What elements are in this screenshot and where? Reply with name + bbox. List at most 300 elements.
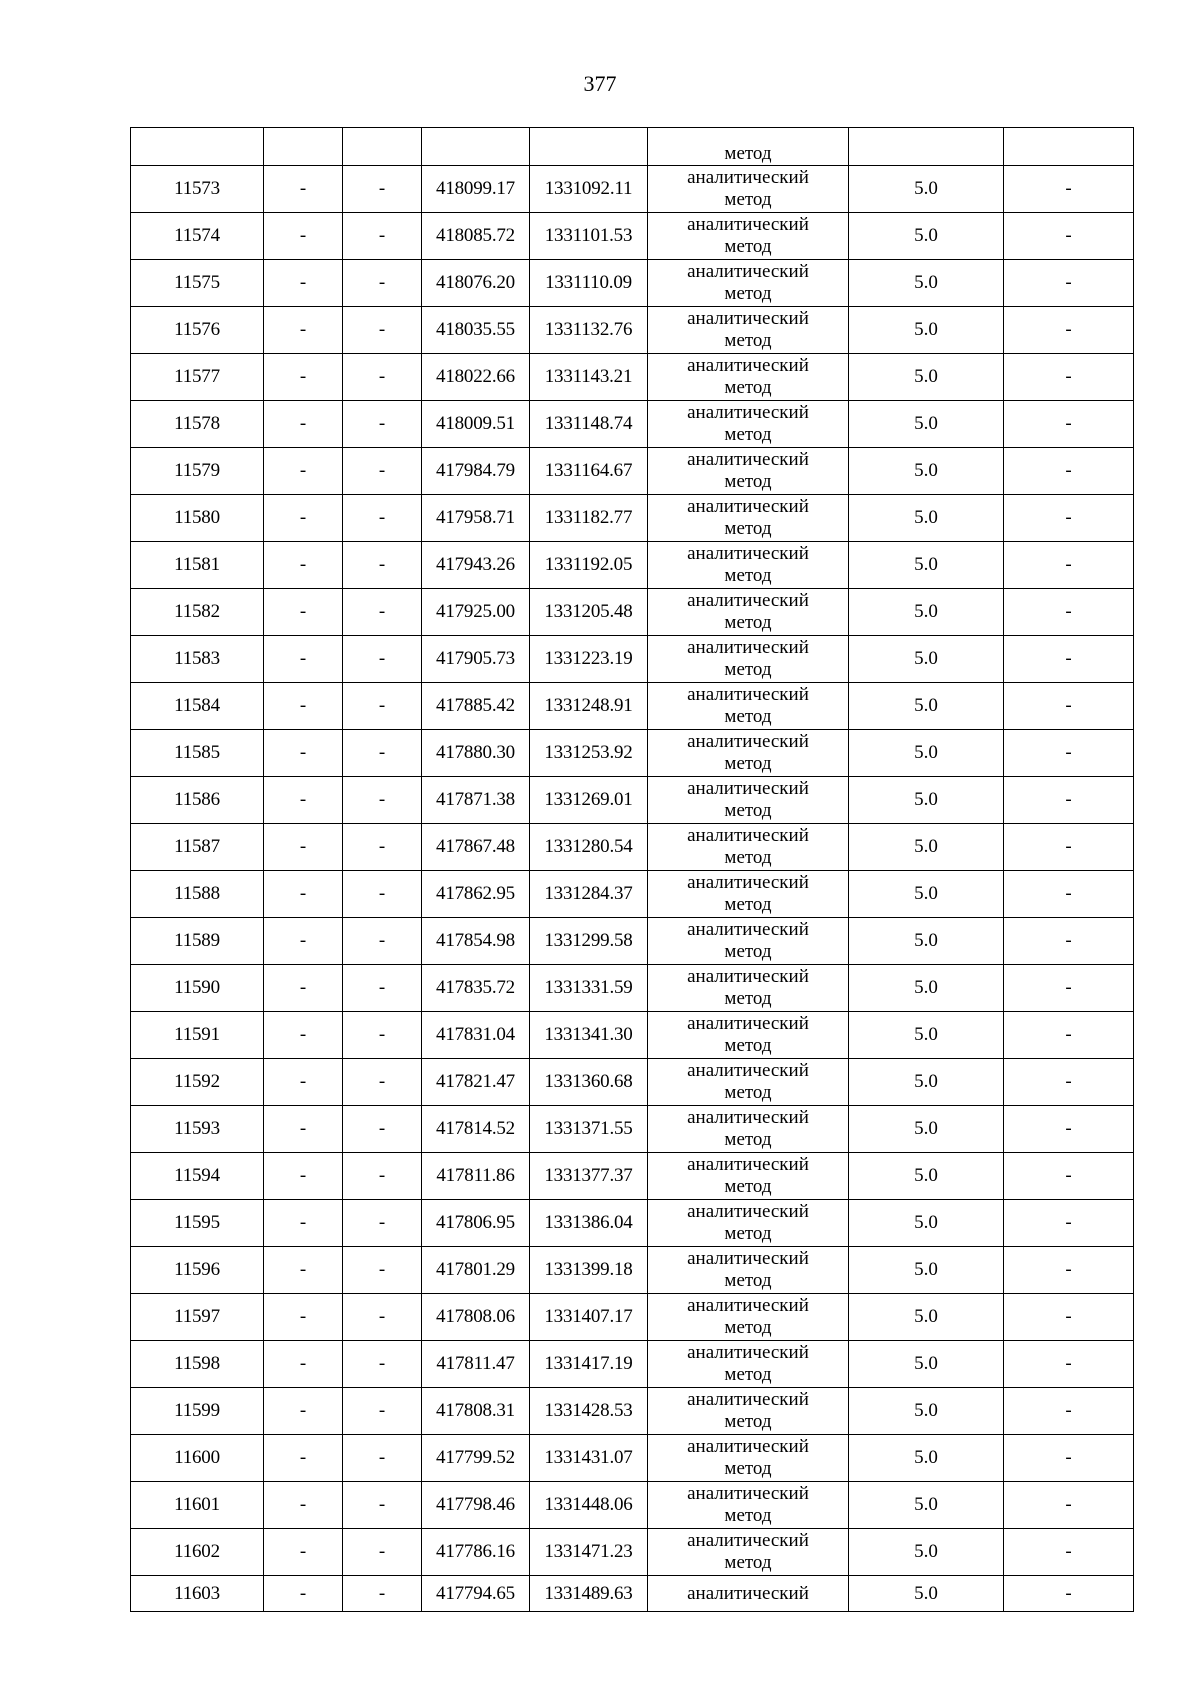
method-cell <box>648 213 849 260</box>
point-number-cell: 11582 <box>131 589 264 636</box>
dash-cell: - <box>343 1435 422 1482</box>
method-line-1: аналитический <box>687 1295 809 1316</box>
accuracy-cell: 5.0 <box>849 401 1004 448</box>
x-coordinate-cell: 417811.86 <box>422 1153 530 1200</box>
accuracy-cell: 5.0 <box>849 1059 1004 1106</box>
method-cell <box>648 1106 849 1153</box>
accuracy-cell: 5.0 <box>849 448 1004 495</box>
y-coordinate-cell: 1331284.37 <box>530 871 648 918</box>
dash-cell: - <box>1004 1388 1134 1435</box>
method-cell <box>648 918 849 965</box>
dash-cell: - <box>343 1153 422 1200</box>
y-coordinate-cell: 1331164.67 <box>530 448 648 495</box>
accuracy-cell: 5.0 <box>849 1482 1004 1529</box>
point-number-cell: 11577 <box>131 354 264 401</box>
dash-cell: - <box>264 307 343 354</box>
dash-cell: - <box>1004 730 1134 777</box>
y-coordinate-cell: 1331110.09 <box>530 260 648 307</box>
dash-cell: - <box>1004 777 1134 824</box>
dash-cell: - <box>1004 448 1134 495</box>
point-number-cell: 11586 <box>131 777 264 824</box>
table-row <box>131 965 1134 1012</box>
y-coordinate-cell: 1331269.01 <box>530 777 648 824</box>
method-cell <box>648 1247 849 1294</box>
method-line-2: метод <box>724 941 772 962</box>
table-row <box>131 213 1134 260</box>
method-line-2: метод <box>724 1552 772 1573</box>
method-cell <box>648 354 849 401</box>
x-coordinate-cell: 417814.52 <box>422 1106 530 1153</box>
x-coordinate-cell: 417821.47 <box>422 1059 530 1106</box>
point-number-cell: 11598 <box>131 1341 264 1388</box>
dash-cell: - <box>264 448 343 495</box>
y-coordinate-cell: 1331148.74 <box>530 401 648 448</box>
dash-cell: - <box>1004 1294 1134 1341</box>
dash-cell: - <box>343 1529 422 1576</box>
accuracy-cell: 5.0 <box>849 824 1004 871</box>
dash-cell: - <box>343 589 422 636</box>
point-number-cell: 11592 <box>131 1059 264 1106</box>
point-number-cell: 11576 <box>131 307 264 354</box>
table-cell <box>530 128 648 166</box>
accuracy-cell: 5.0 <box>849 871 1004 918</box>
method-line-1: аналитический <box>687 1107 809 1128</box>
dash-cell: - <box>264 1153 343 1200</box>
dash-cell: - <box>343 495 422 542</box>
accuracy-cell: 5.0 <box>849 1388 1004 1435</box>
point-number-cell: 11595 <box>131 1200 264 1247</box>
dash-cell: - <box>264 495 343 542</box>
dash-cell: - <box>343 777 422 824</box>
x-coordinate-cell: 417905.73 <box>422 636 530 683</box>
table-row <box>131 307 1134 354</box>
y-coordinate-cell: 1331101.53 <box>530 213 648 260</box>
table-row <box>131 354 1134 401</box>
point-number-cell: 11596 <box>131 1247 264 1294</box>
y-coordinate-cell: 1331132.76 <box>530 307 648 354</box>
method-line-2: метод <box>724 800 772 821</box>
table-row <box>131 1200 1134 1247</box>
method-cell: метод <box>648 128 849 166</box>
x-coordinate-cell: 417794.65 <box>422 1576 530 1612</box>
table-row <box>131 636 1134 683</box>
method-line-1: аналитический <box>687 261 809 282</box>
table-cell <box>849 128 1004 166</box>
method-line-1: аналитический <box>687 590 809 611</box>
method-line-2: метод <box>724 1317 772 1338</box>
method-line-1: аналитический <box>687 1389 809 1410</box>
method-line-1: аналитический <box>687 684 809 705</box>
dash-cell: - <box>1004 1059 1134 1106</box>
dash-cell: - <box>343 636 422 683</box>
method-line-1: аналитический <box>687 966 809 987</box>
method-line-1: аналитический <box>687 1201 809 1222</box>
table-cell <box>264 128 343 166</box>
dash-cell: - <box>343 213 422 260</box>
y-coordinate-cell: 1331331.59 <box>530 965 648 1012</box>
x-coordinate-cell: 417943.26 <box>422 542 530 589</box>
point-number-cell: 11583 <box>131 636 264 683</box>
accuracy-cell: 5.0 <box>849 307 1004 354</box>
method-cell <box>648 260 849 307</box>
dash-cell: - <box>1004 1482 1134 1529</box>
method-line-1: аналитический <box>687 1013 809 1034</box>
y-coordinate-cell: 1331092.11 <box>530 166 648 213</box>
table-cell <box>1004 128 1134 166</box>
dash-cell: - <box>264 213 343 260</box>
table-row <box>131 1153 1134 1200</box>
dash-cell: - <box>343 918 422 965</box>
method-line-1: аналитический <box>687 1483 809 1504</box>
table-cell <box>422 128 530 166</box>
x-coordinate-cell: 417885.42 <box>422 683 530 730</box>
dash-cell: - <box>343 1576 422 1612</box>
x-coordinate-cell: 417798.46 <box>422 1482 530 1529</box>
method-line-2: метод <box>724 424 772 445</box>
method-line-2: метод <box>724 706 772 727</box>
method-line-2: метод <box>724 377 772 398</box>
dash-cell: - <box>1004 871 1134 918</box>
y-coordinate-cell: 1331448.06 <box>530 1482 648 1529</box>
table-row <box>131 1106 1134 1153</box>
accuracy-cell: 5.0 <box>849 1435 1004 1482</box>
dash-cell: - <box>343 1106 422 1153</box>
method-line-2: метод <box>724 1364 772 1385</box>
method-cell <box>648 166 849 213</box>
accuracy-cell: 5.0 <box>849 213 1004 260</box>
method-line-2: метод <box>724 1505 772 1526</box>
method-line-2: метод <box>724 1411 772 1432</box>
method-line-2: метод <box>724 1176 772 1197</box>
method-line-2: метод <box>724 988 772 1009</box>
dash-cell: - <box>264 354 343 401</box>
dash-cell: - <box>1004 542 1134 589</box>
x-coordinate-cell: 418009.51 <box>422 401 530 448</box>
method-line-1: аналитический <box>687 1436 809 1457</box>
dash-cell: - <box>264 636 343 683</box>
method-line-2: метод <box>724 894 772 915</box>
x-coordinate-cell: 417880.30 <box>422 730 530 777</box>
dash-cell: - <box>264 965 343 1012</box>
method-cell <box>648 589 849 636</box>
dash-cell: - <box>1004 636 1134 683</box>
method-line-1: аналитический <box>687 872 809 893</box>
dash-cell: - <box>343 965 422 1012</box>
point-number-cell: 11580 <box>131 495 264 542</box>
method-line-1: аналитический <box>687 355 809 376</box>
dash-cell: - <box>1004 1153 1134 1200</box>
coordinates-table <box>130 127 1134 1612</box>
dash-cell: - <box>1004 1341 1134 1388</box>
dash-cell: - <box>264 1529 343 1576</box>
table-row <box>131 1294 1134 1341</box>
method-cell <box>648 1200 849 1247</box>
dash-cell: - <box>343 401 422 448</box>
accuracy-cell: 5.0 <box>849 495 1004 542</box>
method-line-1: аналитический <box>687 1248 809 1269</box>
method-cell <box>648 1153 849 1200</box>
y-coordinate-cell: 1331253.92 <box>530 730 648 777</box>
table-row <box>131 589 1134 636</box>
method-line-1: аналитический <box>687 308 809 329</box>
continuation-row <box>131 128 1134 166</box>
method-cell <box>648 1012 849 1059</box>
accuracy-cell: 5.0 <box>849 777 1004 824</box>
point-number-cell: 11599 <box>131 1388 264 1435</box>
dash-cell: - <box>1004 1576 1134 1612</box>
dash-cell: - <box>343 1059 422 1106</box>
dash-cell: - <box>343 448 422 495</box>
method-line-2: метод <box>724 189 772 210</box>
y-coordinate-cell: 1331341.30 <box>530 1012 648 1059</box>
dash-cell: - <box>343 1012 422 1059</box>
page-number: 377 <box>583 71 617 96</box>
point-number-cell: 11573 <box>131 166 264 213</box>
x-coordinate-cell: 418085.72 <box>422 213 530 260</box>
table-row <box>131 1482 1134 1529</box>
method-cell <box>648 1341 849 1388</box>
x-coordinate-cell: 417925.00 <box>422 589 530 636</box>
method-line-1: аналитический <box>687 402 809 423</box>
point-number-cell: 11603 <box>131 1576 264 1612</box>
dash-cell: - <box>1004 965 1134 1012</box>
method-cell <box>648 1059 849 1106</box>
dash-cell: - <box>264 589 343 636</box>
y-coordinate-cell: 1331205.48 <box>530 589 648 636</box>
method-cell <box>648 495 849 542</box>
method-line-1: аналитический <box>687 1060 809 1081</box>
dash-cell: - <box>1004 213 1134 260</box>
method-line-2: метод <box>724 518 772 539</box>
dash-cell: - <box>1004 307 1134 354</box>
method-line-2: метод <box>724 283 772 304</box>
point-number-cell: 11575 <box>131 260 264 307</box>
point-number-cell: 11585 <box>131 730 264 777</box>
dash-cell: - <box>264 1059 343 1106</box>
dash-cell: - <box>343 354 422 401</box>
table-cell <box>131 128 264 166</box>
point-number-cell: 11600 <box>131 1435 264 1482</box>
table-row <box>131 1435 1134 1482</box>
x-coordinate-cell: 418022.66 <box>422 354 530 401</box>
method-line-2: метод <box>724 659 772 680</box>
dash-cell: - <box>1004 1012 1134 1059</box>
x-coordinate-cell: 417801.29 <box>422 1247 530 1294</box>
x-coordinate-cell: 417854.98 <box>422 918 530 965</box>
method-cell <box>648 1435 849 1482</box>
dash-cell: - <box>343 166 422 213</box>
accuracy-cell: 5.0 <box>849 1106 1004 1153</box>
accuracy-cell: 5.0 <box>849 1012 1004 1059</box>
dash-cell: - <box>343 1294 422 1341</box>
accuracy-cell: 5.0 <box>849 1529 1004 1576</box>
table-row <box>131 166 1134 213</box>
dash-cell: - <box>343 683 422 730</box>
dash-cell: - <box>1004 166 1134 213</box>
method-line-2: метод <box>724 847 772 868</box>
point-number-cell: 11578 <box>131 401 264 448</box>
method-line-2: метод <box>724 1458 772 1479</box>
table-body <box>131 128 1134 1612</box>
method-cell <box>648 307 849 354</box>
dash-cell: - <box>264 1388 343 1435</box>
dash-cell: - <box>1004 260 1134 307</box>
method-line-1: аналитический <box>687 778 809 799</box>
dash-cell: - <box>1004 589 1134 636</box>
x-coordinate-cell: 418035.55 <box>422 307 530 354</box>
dash-cell: - <box>264 1106 343 1153</box>
table-row <box>131 542 1134 589</box>
dash-cell: - <box>264 401 343 448</box>
dash-cell: - <box>343 542 422 589</box>
table-row <box>131 777 1134 824</box>
table-row <box>131 918 1134 965</box>
x-coordinate-cell: 417811.47 <box>422 1341 530 1388</box>
dash-cell: - <box>343 730 422 777</box>
dash-cell: - <box>1004 1435 1134 1482</box>
method-line-2: метод <box>724 1035 772 1056</box>
table-row <box>131 1576 1134 1612</box>
method-cell: аналитический <box>648 1576 849 1612</box>
method-line-2: метод <box>724 753 772 774</box>
accuracy-cell: 5.0 <box>849 542 1004 589</box>
method-line-2: метод <box>724 1129 772 1150</box>
point-number-cell: 11594 <box>131 1153 264 1200</box>
x-coordinate-cell: 417808.31 <box>422 1388 530 1435</box>
method-line-2: метод <box>724 471 772 492</box>
accuracy-cell: 5.0 <box>849 730 1004 777</box>
accuracy-cell: 5.0 <box>849 683 1004 730</box>
method-line-2: метод <box>724 236 772 257</box>
table-row <box>131 730 1134 777</box>
table-row <box>131 260 1134 307</box>
x-coordinate-cell: 417862.95 <box>422 871 530 918</box>
x-coordinate-cell: 417799.52 <box>422 1435 530 1482</box>
point-number-cell: 11597 <box>131 1294 264 1341</box>
y-coordinate-cell: 1331428.53 <box>530 1388 648 1435</box>
point-number-cell: 11590 <box>131 965 264 1012</box>
method-cell <box>648 448 849 495</box>
method-cell <box>648 636 849 683</box>
dash-cell: - <box>264 1576 343 1612</box>
dash-cell: - <box>1004 824 1134 871</box>
y-coordinate-cell: 1331192.05 <box>530 542 648 589</box>
point-number-cell: 11588 <box>131 871 264 918</box>
method-line-2: метод <box>724 612 772 633</box>
table-row <box>131 1388 1134 1435</box>
method-line-2: метод <box>724 565 772 586</box>
accuracy-cell: 5.0 <box>849 354 1004 401</box>
point-number-cell: 11579 <box>131 448 264 495</box>
dash-cell: - <box>1004 354 1134 401</box>
method-line-2: метод <box>724 1082 772 1103</box>
table-row <box>131 1529 1134 1576</box>
method-cell <box>648 1388 849 1435</box>
dash-cell: - <box>264 260 343 307</box>
x-coordinate-cell: 417806.95 <box>422 1200 530 1247</box>
method-cell <box>648 542 849 589</box>
dash-cell: - <box>343 1388 422 1435</box>
dash-cell: - <box>1004 401 1134 448</box>
dash-cell: - <box>264 1200 343 1247</box>
table-row <box>131 448 1134 495</box>
method-cell <box>648 871 849 918</box>
accuracy-cell: 5.0 <box>849 1341 1004 1388</box>
accuracy-cell: 5.0 <box>849 636 1004 683</box>
table-row <box>131 683 1134 730</box>
y-coordinate-cell: 1331377.37 <box>530 1153 648 1200</box>
method-line-1: аналитический <box>687 214 809 235</box>
method-line-1: аналитический <box>687 637 809 658</box>
accuracy-cell: 5.0 <box>849 1247 1004 1294</box>
method-line-1: аналитический <box>687 1154 809 1175</box>
dash-cell: - <box>1004 918 1134 965</box>
y-coordinate-cell: 1331489.63 <box>530 1576 648 1612</box>
accuracy-cell: 5.0 <box>849 260 1004 307</box>
y-coordinate-cell: 1331280.54 <box>530 824 648 871</box>
x-coordinate-cell: 417786.16 <box>422 1529 530 1576</box>
x-coordinate-cell: 417835.72 <box>422 965 530 1012</box>
method-line-1: аналитический <box>687 543 809 564</box>
accuracy-cell: 5.0 <box>849 1294 1004 1341</box>
x-coordinate-cell: 417958.71 <box>422 495 530 542</box>
point-number-cell: 11591 <box>131 1012 264 1059</box>
method-cell <box>648 965 849 1012</box>
x-coordinate-cell: 417871.38 <box>422 777 530 824</box>
method-line-1: аналитический <box>687 731 809 752</box>
dash-cell: - <box>264 871 343 918</box>
y-coordinate-cell: 1331223.19 <box>530 636 648 683</box>
y-coordinate-cell: 1331407.17 <box>530 1294 648 1341</box>
dash-cell: - <box>343 1482 422 1529</box>
point-number-cell: 11581 <box>131 542 264 589</box>
table-row <box>131 1247 1134 1294</box>
point-number-cell: 11584 <box>131 683 264 730</box>
dash-cell: - <box>264 730 343 777</box>
method-cell <box>648 824 849 871</box>
y-coordinate-cell: 1331371.55 <box>530 1106 648 1153</box>
y-coordinate-cell: 1331386.04 <box>530 1200 648 1247</box>
method-cell <box>648 1294 849 1341</box>
method-cell <box>648 401 849 448</box>
method-line-1: аналитический <box>687 167 809 188</box>
x-coordinate-cell: 417867.48 <box>422 824 530 871</box>
accuracy-cell: 5.0 <box>849 1200 1004 1247</box>
dash-cell: - <box>343 871 422 918</box>
method-line-1: аналитический <box>687 1530 809 1551</box>
method-line-2: метод <box>724 330 772 351</box>
dash-cell: - <box>343 260 422 307</box>
accuracy-cell: 5.0 <box>849 918 1004 965</box>
dash-cell: - <box>343 1247 422 1294</box>
y-coordinate-cell: 1331248.91 <box>530 683 648 730</box>
y-coordinate-cell: 1331471.23 <box>530 1529 648 1576</box>
y-coordinate-cell: 1331299.58 <box>530 918 648 965</box>
method-line-2: метод <box>724 1223 772 1244</box>
dash-cell: - <box>264 1435 343 1482</box>
y-coordinate-cell: 1331399.18 <box>530 1247 648 1294</box>
x-coordinate-cell: 418076.20 <box>422 260 530 307</box>
table-row <box>131 1059 1134 1106</box>
x-coordinate-cell: 417808.06 <box>422 1294 530 1341</box>
method-cell <box>648 1482 849 1529</box>
table-row <box>131 495 1134 542</box>
dash-cell: - <box>1004 495 1134 542</box>
y-coordinate-cell: 1331143.21 <box>530 354 648 401</box>
x-coordinate-cell: 417984.79 <box>422 448 530 495</box>
y-coordinate-cell: 1331360.68 <box>530 1059 648 1106</box>
dash-cell: - <box>343 824 422 871</box>
